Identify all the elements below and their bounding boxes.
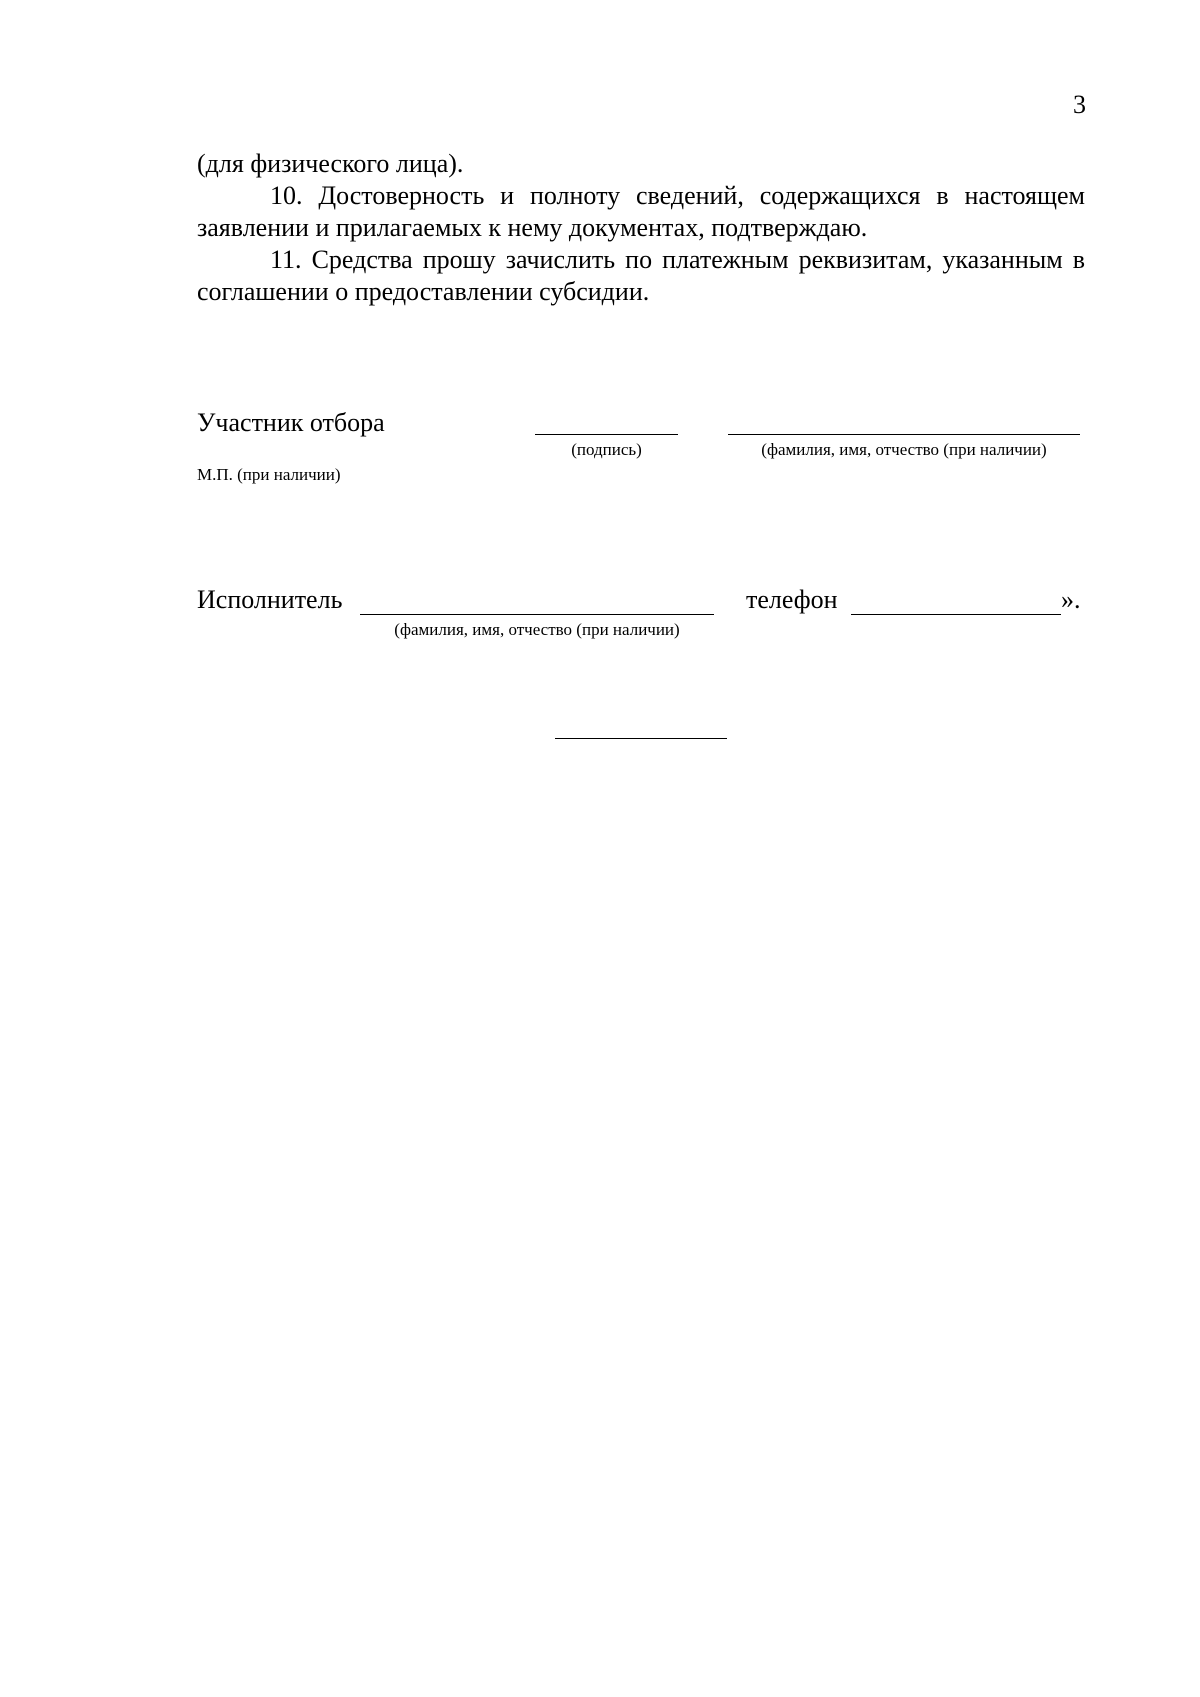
signature-caption: (подпись) xyxy=(571,440,642,459)
end-separator-line xyxy=(555,738,727,739)
signature-line xyxy=(535,434,678,435)
paragraph-10: 10. Достоверность и полноту сведений, содержащихся в настоящем заявлении и прилагаемых к нему документах, подтверждаю. xyxy=(197,181,1085,242)
stamp-note: М.П. (при наличии) xyxy=(197,465,341,484)
executor-name-caption: (фамилия, имя, отчество (при наличии) xyxy=(394,620,680,639)
phone-line xyxy=(851,614,1061,615)
participant-label: Участник отбора xyxy=(197,408,385,437)
executor-label: Исполнитель xyxy=(197,585,343,614)
paragraph-continuation: (для физического лица). xyxy=(197,149,464,178)
executor-name-line xyxy=(360,614,714,615)
paragraph-11: 11. Средства прошу зачислить по платежным реквизитам, указанным в соглашении о предоставлении субсидии. xyxy=(197,245,1085,306)
document-body xyxy=(197,148,1085,308)
phone-label: телефон xyxy=(746,585,838,614)
page-number: 3 xyxy=(1073,90,1086,119)
closing-quote: ». xyxy=(1061,585,1081,614)
full-name-line xyxy=(728,434,1080,435)
full-name-caption: (фамилия, имя, отчество (при наличии) xyxy=(761,440,1047,459)
